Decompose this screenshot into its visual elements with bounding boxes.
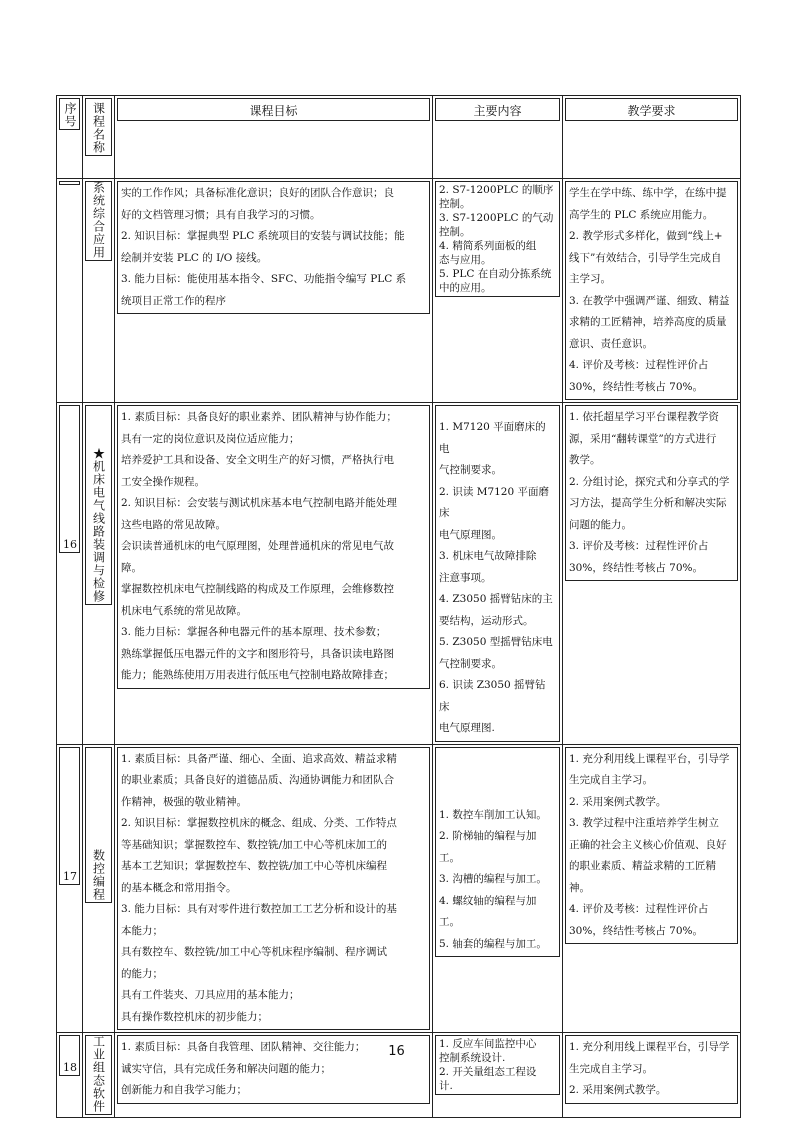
row-req	[563, 179, 741, 403]
row-course-name: ★机床电气线路装调与检修	[83, 403, 115, 745]
text-line: 4. 精简系列面板的组	[439, 240, 537, 252]
text-line: 1. 数控车削加工认知。	[439, 808, 547, 821]
header-goal: 课程目标	[115, 96, 433, 179]
text-line: 1. 充分利用线上课程平台，引导学	[569, 752, 730, 765]
table-row	[57, 179, 741, 403]
course-table	[56, 95, 741, 1118]
text-line: 5. 轴套的编程与加工。	[439, 937, 547, 950]
text-line: 高学生的 PLC 系统应用能力。	[569, 208, 714, 221]
text-line: 2. 知识目标：掌握典型 PLC 系统项目的安装与调试技能；能	[121, 230, 405, 242]
text-line: 意识、责任意识。	[569, 337, 653, 350]
text-line: 工。	[439, 851, 460, 864]
text-line: 2. 知识目标：会安装与测试机床基本电气控制电路并能处理	[121, 497, 397, 509]
text-line: 2. S7-1200PLC 的顺序	[439, 184, 554, 196]
text-line: 控制。	[439, 198, 471, 210]
text-line: 作精神，极强的敬业精神。	[121, 795, 247, 808]
text-line: 具有操作数控机床的初步能力；	[121, 1010, 268, 1023]
text-line: 主学习。	[569, 273, 611, 285]
text-line: 线下”有效结合，引导学生完成自	[569, 251, 722, 264]
row-goal	[115, 179, 433, 403]
text-line: 机床电气系统的常见故障。	[121, 604, 247, 617]
text-line: 1. 素质目标：具备严谨、细心、全面、追求高效、精益求精	[121, 752, 397, 765]
row-goal	[115, 403, 433, 745]
text-line: 2. 开关量组态工程设	[439, 1066, 537, 1078]
text-line: 的职业素质、精益求精的工匠精	[569, 860, 716, 872]
text-line: 控制。	[439, 226, 471, 238]
text-line: 2. 识读 M7120 平面磨床	[439, 485, 550, 519]
text-line: 中的应用。	[439, 282, 492, 294]
header-content: 主要内容	[433, 96, 563, 179]
text-line: 生完成自主学习。	[569, 1062, 653, 1075]
text-line: 注意事项。	[439, 571, 492, 584]
text-line: 要结构，运动形式。	[439, 614, 534, 627]
row-content	[433, 403, 563, 745]
text-line: 基本工艺知识；掌握数控车、数控铣/加工中心等机床编程	[121, 860, 388, 872]
text-line: 2. 分组讨论，探究式和分享式的学	[569, 475, 730, 488]
text-line: 2. 阶梯轴的编程与加	[439, 830, 537, 842]
text-line: 绘制并安装 PLC 的 I/O 接线。	[121, 251, 268, 264]
text-line: 会识读普通机床的电气原理图，处理普通机床的常见电气故	[121, 540, 394, 552]
text-line: 4. 评价及考核：过程性评价占	[569, 359, 709, 371]
text-line: 4. Z3050 摇臂钻床的主	[439, 593, 553, 605]
row-course-name: 工业组态软件	[83, 1033, 115, 1118]
text-line: 5. Z3050 型摇臂钻床电	[439, 636, 553, 648]
text-line: 3. 在教学中强调严谨、细致、精益	[569, 294, 730, 307]
text-line: 求精的工匠精神，培养高度的质量	[569, 316, 727, 328]
text-line: 3. 能力目标：具有对零件进行数控加工工艺分析和设计的基	[121, 903, 397, 915]
row-seq: 17	[57, 744, 83, 1033]
text-line: 的基本概念和常用指令。	[121, 881, 237, 894]
text-line: 1. 素质目标：具备良好的职业素养、团队精神与协作能力；	[121, 411, 397, 423]
row-req	[563, 403, 741, 745]
text-line: 2. 采用案例式教学。	[569, 795, 667, 808]
text-line: 4. 评价及考核：过程性评价占	[569, 903, 709, 915]
table-row	[57, 403, 741, 745]
row-course-name: 系统综合应用	[83, 179, 115, 403]
text-line: 1. 反应车间监控中心	[439, 1038, 537, 1050]
text-line: 3. 能力目标：掌握各种电器元件的基本原理、技术参数；	[121, 626, 387, 638]
text-line: 教学。	[569, 454, 601, 466]
text-line: 生完成自主学习。	[569, 774, 653, 786]
text-line: 气控制要求。	[439, 464, 502, 476]
text-line: 30%，终结性考核占 70%。	[569, 380, 704, 393]
text-line: 3. 能力目标：能使用基本指令、SFC、功能指令编写 PLC 系	[121, 273, 407, 285]
text-line: 3. 评价及考核：过程性评价占	[569, 540, 709, 552]
text-line: 诚实守信，具有完成任务和解决问题的能力；	[121, 1062, 331, 1075]
text-line: 具有工件装夹、刀具应用的基本能力；	[121, 989, 300, 1001]
text-line: 问题的能力。	[569, 518, 632, 531]
text-line: 学生在学中练、练中学，在练中提	[569, 187, 727, 199]
text-line: 气控制要求。	[439, 657, 502, 670]
text-line: 能力；能熟练使用万用表进行低压电气控制电路故障排查；	[121, 669, 394, 681]
text-line: 控制系统设计.	[439, 1052, 506, 1064]
table-header-row	[57, 96, 741, 179]
text-line: 熟练掌握低压电器元件的文字和图形符号，具备识读电路图	[121, 647, 394, 660]
text-line: 1. M7120 平面磨床的电	[439, 421, 546, 455]
row-req	[563, 744, 741, 1033]
text-line: 6. 识读 Z3050 摇臂钻床	[439, 679, 546, 713]
text-line: 的职业素质；具备良好的道德品质、沟通协调能力和团队合	[121, 774, 394, 786]
text-line: 障。	[121, 561, 142, 574]
text-line: 工安全操作规程。	[121, 475, 205, 488]
text-line: 4. 螺纹轴的编程与加	[439, 894, 537, 907]
row-course-name: 数控编程	[83, 744, 115, 1033]
text-line: 电气原理图。	[439, 528, 502, 541]
text-line: 1. 素质目标：具备自我管理、团队精神、交往能力；	[121, 1041, 366, 1053]
row-content	[433, 179, 563, 403]
text-line: 2. 采用案例式教学。	[569, 1084, 667, 1096]
text-line: 神。	[569, 881, 590, 894]
text-line: 统项目正常工作的程序	[121, 294, 226, 307]
text-line: 实的工作作风；具备标准化意识；良好的团队合作意识；良	[121, 187, 394, 199]
header-req: 教学要求	[563, 96, 741, 179]
header-name: 课程名称	[83, 96, 115, 179]
row-seq: 16	[57, 403, 83, 745]
text-line: 创新能力和自我学习能力；	[121, 1084, 247, 1096]
page-number: 16	[388, 1044, 405, 1059]
text-line: 计.	[439, 1080, 453, 1092]
text-line: 培养爱护工具和设备、安全文明生产的好习惯，严格执行电	[121, 454, 394, 466]
text-line: 2. 知识目标：掌握数控机床的概念、组成、分类、工作特点	[121, 817, 397, 829]
text-line: 3. S7-1200PLC 的气动	[439, 212, 554, 224]
text-line: 习方法，提高学生分析和解决实际	[569, 497, 727, 509]
row-content	[433, 744, 563, 1033]
text-line: 态与应用。	[439, 254, 492, 266]
row-seq: 18	[57, 1033, 83, 1118]
text-line: 3. 机床电气故障排除	[439, 550, 537, 562]
text-line: 具有数控车、数控铣/加工中心等机床程序编制、程序调试	[121, 946, 388, 958]
text-line: 5. PLC 在自动分拣系统	[439, 268, 552, 280]
text-line: 源，采用“翻转课堂”的方式进行	[569, 432, 717, 445]
text-line: 本能力；	[121, 924, 163, 937]
text-line: 好的文档管理习惯；具有自我学习的习惯。	[121, 208, 321, 221]
text-line: 1. 依托超星学习平台课程教学资	[569, 411, 719, 423]
row-seq	[57, 179, 83, 403]
row-goal	[115, 744, 433, 1033]
header-seq: 序号	[57, 96, 83, 179]
text-line: 正确的社会主义核心价值观、良好	[569, 838, 727, 851]
text-line: 的能力；	[121, 967, 163, 980]
text-line: 2. 教学形式多样化，做到“线上+	[569, 230, 723, 242]
text-line: 具有一定的岗位意识及岗位适应能力；	[121, 432, 300, 445]
text-line: 3. 沟槽的编程与加工。	[439, 873, 547, 885]
text-line: 1. 充分利用线上课程平台，引导学	[569, 1041, 730, 1053]
text-line: 这些电路的常见故障。	[121, 518, 226, 531]
table-row	[57, 744, 741, 1033]
text-line: 电气原理图.	[439, 722, 495, 734]
text-line: 3. 教学过程中注重培养学生树立	[569, 817, 719, 829]
text-line: 30%，终结性考核占 70%。	[569, 924, 704, 937]
text-line: 掌握数控机床电气控制线路的构成及工作原理，会维修数控	[121, 583, 394, 595]
text-line: 等基础知识；掌握数控车、数控铣/加工中心等机床加工的	[121, 838, 388, 851]
text-line: 工。	[439, 916, 460, 928]
text-line: 30%，终结性考核占 70%。	[569, 561, 704, 574]
